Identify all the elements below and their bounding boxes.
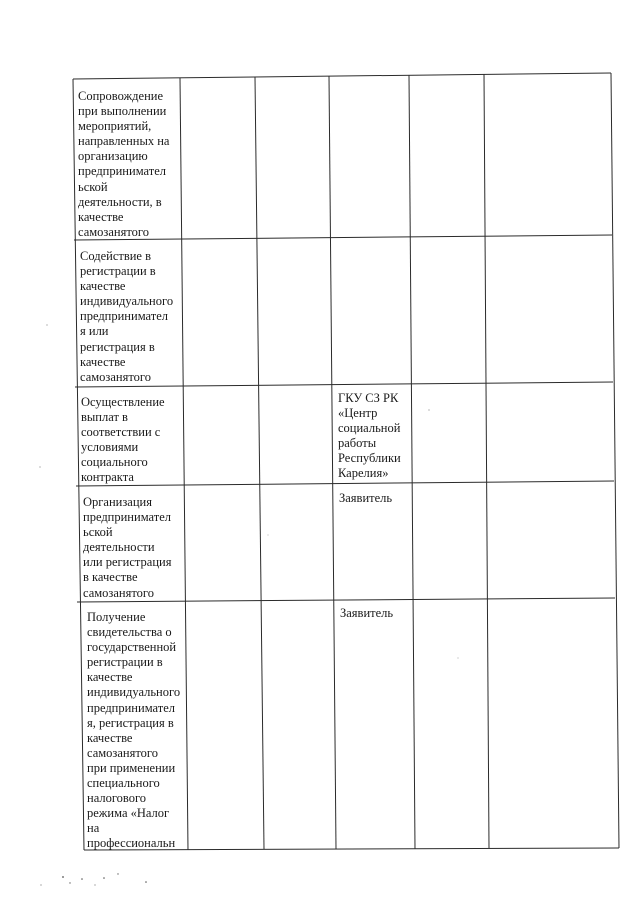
executor-cell-5: Заявитель xyxy=(340,606,394,620)
stage-cell-1: Сопровождение при выполнении мероприятий, направленных на организацию предпринимател ьской деятельности, в качестве самозанятого xyxy=(78,89,170,239)
stage-cell-5: Получение свидетельства о государственной регистрации в качестве индивидуального предпринимател я, регистрация в качестве самозанятого при применении специального налогового режима «Налог на профессиональн xyxy=(87,610,181,851)
stage-cell-3: Осуществление выплат в соответствии с условиями социального контракта xyxy=(81,395,165,485)
stage-cell-4: Организация предпринимател ьской деятельности или регистрация в качестве самозанятого xyxy=(83,495,172,600)
stage-cell-2: Содействие в регистрации в качестве индивидуального предпринимател я или регистрация в качестве самозанятого xyxy=(80,249,174,384)
executor-cell-3: ГКУ СЗ РК «Центр социальной работы Республики Карелия» xyxy=(338,391,401,481)
executor-cell-4: Заявитель xyxy=(339,491,393,505)
